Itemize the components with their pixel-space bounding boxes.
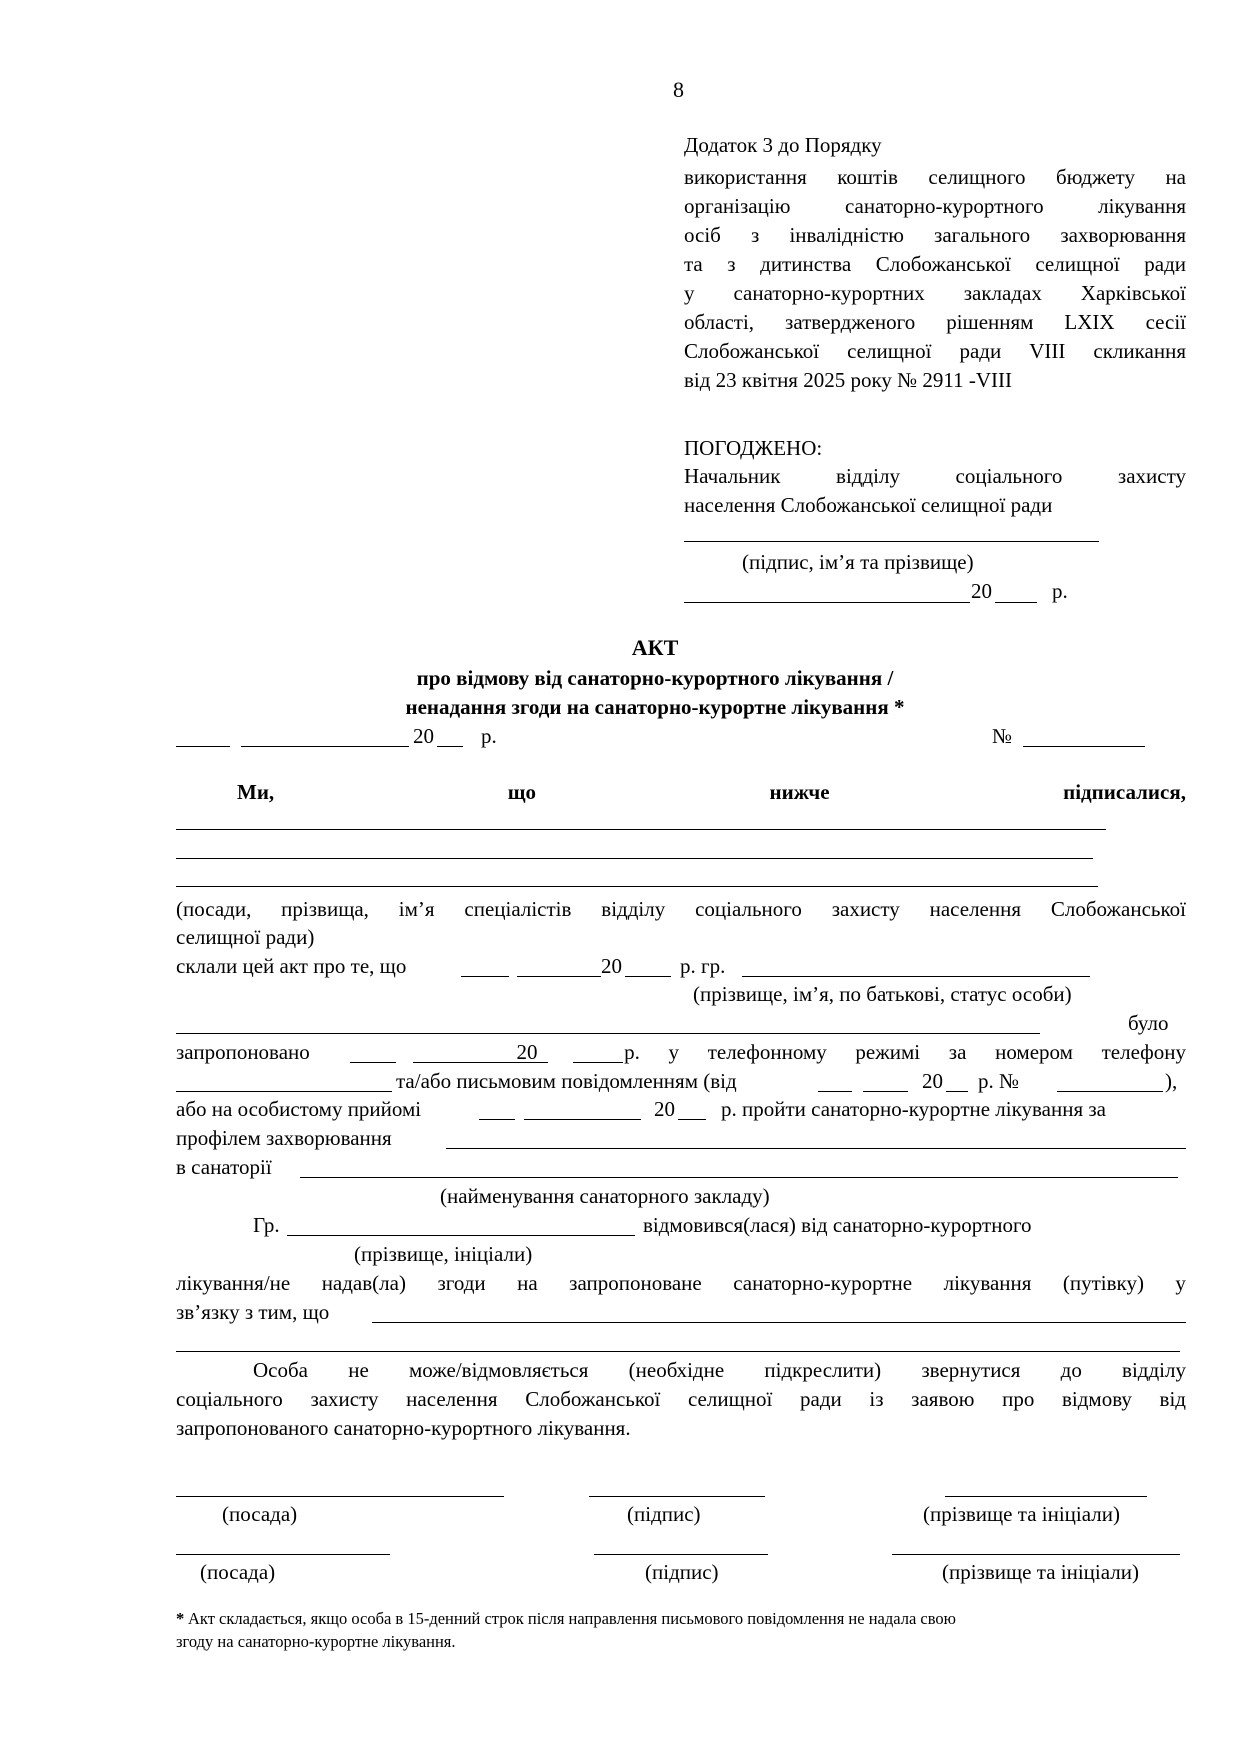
compiled-text: склали цей акт про те, що bbox=[176, 954, 407, 978]
personal-month-line bbox=[524, 1119, 641, 1120]
footnote-line2: згоду на санаторно-курортне лікування. bbox=[176, 1632, 456, 1651]
sign2-name-line bbox=[892, 1554, 1180, 1555]
word: номером bbox=[995, 1040, 1073, 1064]
word: 20 bbox=[516, 1040, 538, 1064]
personal-year: 20 bbox=[654, 1097, 675, 1121]
act-day-line bbox=[176, 746, 230, 747]
profile-text: профілем захворювання bbox=[176, 1126, 392, 1150]
members-line-3 bbox=[176, 886, 1098, 887]
person-name-line bbox=[742, 976, 1090, 977]
reason-line-2 bbox=[176, 1351, 1180, 1352]
appendix-line: осіб з інвалідністю загального захворювання bbox=[684, 223, 1186, 247]
written-num: р. № bbox=[978, 1069, 1020, 1093]
act-number-sign: № bbox=[992, 724, 1013, 748]
citizen-hint: (прізвище, ініціали) bbox=[354, 1242, 533, 1266]
compiled-day-line bbox=[461, 976, 509, 977]
act-month-line bbox=[241, 746, 409, 747]
approval-signature-hint: (підпис, ім’я та прізвище) bbox=[742, 550, 974, 574]
word: населення bbox=[929, 897, 1022, 921]
compiled-suffix: р. гр. bbox=[680, 954, 726, 978]
act-subtitle-line2: ненадання згоди на санаторно-курортне лікування * bbox=[405, 695, 905, 719]
written-text: та/або письмовим повідомленням (від bbox=[396, 1069, 737, 1093]
paragraph-line3: запропонованого санаторно-курортного лікування. bbox=[176, 1416, 631, 1440]
word: телефону bbox=[1101, 1040, 1186, 1064]
sign1-name-hint: (прізвище та ініціали) bbox=[923, 1502, 1120, 1526]
word: (путівку) bbox=[1062, 1271, 1144, 1295]
written-year-line bbox=[946, 1091, 968, 1092]
word: що bbox=[507, 780, 536, 804]
approval-signature-line bbox=[684, 541, 1099, 542]
word: за bbox=[948, 1040, 967, 1064]
sanatorium-hint: (найменування санаторного закладу) bbox=[440, 1184, 770, 1208]
act-date-year: 20 bbox=[413, 724, 434, 748]
word: режимі bbox=[855, 1040, 921, 1064]
personal-tail: р. пройти санаторно-курортне лікування за bbox=[721, 1097, 1106, 1121]
word: підписалися, bbox=[1063, 780, 1186, 804]
approval-date-line bbox=[684, 602, 970, 603]
members-line-2 bbox=[176, 858, 1093, 859]
sign2-name-hint: (прізвище та ініціали) bbox=[942, 1560, 1139, 1584]
sign1-signature-line bbox=[589, 1496, 765, 1497]
appendix-line: у санаторно-курортних закладах Харківської bbox=[684, 281, 1186, 305]
word: (посади, bbox=[176, 897, 252, 921]
appendix-decision: від 23 квітня 2025 року № 2911 -VIII bbox=[684, 368, 1013, 392]
sign2-signature-line bbox=[594, 1554, 768, 1555]
word: надав(ла) bbox=[321, 1271, 406, 1295]
person-name-line-2 bbox=[176, 1033, 1040, 1034]
sign1-position-hint: (посада) bbox=[222, 1502, 298, 1526]
word: Ми, bbox=[237, 780, 275, 804]
paragraph-line2: соціального захисту населення Слобожанської селищної ради із заявою про відмову від bbox=[176, 1387, 1186, 1411]
word: захисту bbox=[1117, 464, 1186, 488]
word: Начальник bbox=[684, 464, 781, 488]
reason-line bbox=[372, 1322, 1186, 1323]
word: згоди bbox=[437, 1271, 486, 1295]
word: прізвища, bbox=[281, 897, 369, 921]
word: на bbox=[517, 1271, 538, 1295]
offered-line bbox=[176, 1038, 1186, 1066]
act-title: АКТ bbox=[631, 635, 679, 660]
personal-year-line bbox=[678, 1119, 706, 1120]
word: Слобожанської bbox=[1050, 897, 1186, 921]
act-date-suffix: р. bbox=[481, 724, 497, 748]
word: соціального bbox=[695, 897, 802, 921]
approval-date-suffix: р. bbox=[1052, 579, 1068, 603]
appendix-line: області, затвердженого рішенням LXIX сесії bbox=[684, 310, 1186, 334]
word: відділу bbox=[836, 464, 900, 488]
approval-date-year: 20 bbox=[971, 579, 992, 603]
approval-year-line bbox=[995, 602, 1037, 603]
word: ім’я bbox=[398, 897, 435, 921]
appendix-line: та з дитинства Слобожанської селищної ради bbox=[684, 252, 1186, 276]
was-text: було bbox=[1128, 1011, 1169, 1035]
appendix-line: використання коштів селищного бюджету на bbox=[684, 165, 1186, 189]
word: у bbox=[1175, 1271, 1186, 1295]
reason-text: зв’язку з тим, що bbox=[176, 1300, 330, 1324]
personal-day-line bbox=[479, 1119, 515, 1120]
refused-text: відмовився(лася) від санаторно-курортного bbox=[643, 1213, 1032, 1237]
word: соціального bbox=[955, 464, 1063, 488]
approval-position-line bbox=[684, 462, 1186, 490]
written-number-line bbox=[1057, 1091, 1163, 1092]
word: захисту bbox=[831, 897, 900, 921]
word: запропоноване bbox=[569, 1271, 702, 1295]
word: запропоновано bbox=[176, 1040, 310, 1064]
page-number: 8 bbox=[673, 77, 684, 102]
word: лікування/не bbox=[176, 1271, 291, 1295]
footnote-star: * bbox=[176, 1609, 185, 1628]
positions-hint-line2: селищної ради) bbox=[176, 925, 315, 949]
act-year-line bbox=[437, 746, 463, 747]
approval-position-line2: населення Слобожанської селищної ради bbox=[684, 493, 1053, 517]
offered-year-line bbox=[573, 1062, 623, 1063]
sign1-position-line bbox=[176, 1496, 504, 1497]
sign1-name-line bbox=[945, 1496, 1147, 1497]
sanatorium-text: в санаторії bbox=[176, 1155, 272, 1179]
sanatorium-line bbox=[300, 1177, 1178, 1178]
positions-hint-line bbox=[176, 895, 1186, 923]
word: відділу bbox=[601, 897, 666, 921]
compiled-month-line bbox=[517, 976, 601, 977]
citizen-line bbox=[287, 1235, 635, 1236]
written-end: ), bbox=[1165, 1069, 1178, 1093]
word: лікування bbox=[943, 1271, 1032, 1295]
sign2-position-line bbox=[176, 1554, 390, 1555]
sign2-signature-hint: (підпис) bbox=[645, 1560, 719, 1584]
appendix-title: Додаток 3 до Порядку bbox=[684, 133, 882, 157]
word: телефонному bbox=[707, 1040, 827, 1064]
written-year: 20 bbox=[922, 1069, 943, 1093]
phone-number-line bbox=[176, 1091, 392, 1092]
word: спеціалістів bbox=[464, 897, 572, 921]
word: нижче bbox=[769, 780, 830, 804]
written-day-line bbox=[818, 1091, 852, 1092]
word: у bbox=[668, 1040, 680, 1064]
person-hint: (прізвище, ім’я, по батькові, статус особи) bbox=[693, 982, 1072, 1006]
act-number-line bbox=[1023, 746, 1145, 747]
profile-line bbox=[446, 1148, 1186, 1149]
offered-month-line bbox=[413, 1062, 548, 1063]
sign1-signature-hint: (підпис) bbox=[627, 1502, 701, 1526]
act-subtitle-line1: про відмову від санаторно-курортного лікування / bbox=[416, 666, 894, 690]
personal-text: або на особистому прийомі bbox=[176, 1097, 422, 1121]
written-month-line bbox=[863, 1091, 908, 1092]
offered-day-line bbox=[350, 1062, 396, 1063]
paragraph-line1: Особа не може/відмовляється (необхідне підкреслити) звернутися до відділу bbox=[253, 1358, 1186, 1382]
appendix-line: Слобожанської селищної ради VIII скликання bbox=[684, 339, 1186, 363]
compiled-year-line bbox=[625, 976, 671, 977]
word: р. bbox=[624, 1040, 640, 1064]
word: санаторно-курортне bbox=[733, 1271, 913, 1295]
footnote-line1: Акт складається, якщо особа в 15-денний строк після направлення письмового повідомлення не надала свою bbox=[188, 1609, 956, 1628]
citizen-label: Гр. bbox=[253, 1213, 280, 1237]
treatment-line bbox=[176, 1269, 1186, 1297]
approval-label: ПОГОДЖЕНО: bbox=[684, 436, 823, 460]
compiled-year: 20 bbox=[601, 954, 622, 978]
members-line-1 bbox=[176, 829, 1106, 830]
sign2-position-hint: (посада) bbox=[200, 1560, 276, 1584]
appendix-line: організацію санаторно-курортного лікування bbox=[684, 194, 1186, 218]
intro-line bbox=[176, 778, 1186, 806]
